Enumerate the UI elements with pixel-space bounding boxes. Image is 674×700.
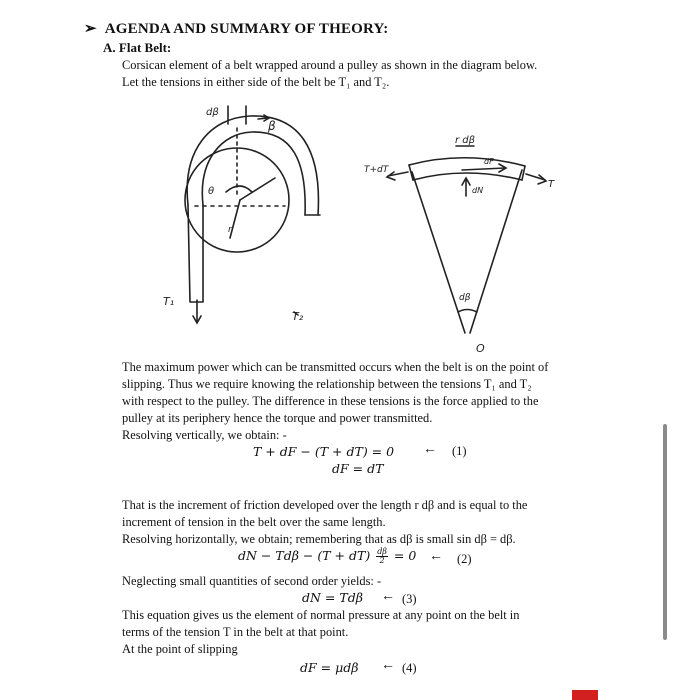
equation-1-number: (1) [452,444,467,458]
neglect-text: Neglecting small quantities of second order yields: - [122,574,382,588]
vertical-scrollbar[interactable] [663,424,667,640]
equation-2 [238,548,416,565]
paragraph-2-line-1: That is the increment of friction developed over the length r dβ and is equal to the [122,498,528,512]
equation-1 [253,444,394,459]
red-corner-mark [572,690,598,700]
equation-2-part-2: = 0 [393,548,417,563]
equation-2-part-1: dN − Tdβ − (T + dT) [238,548,371,563]
paragraph-3-line-2: terms of the tension T in the belt at that point. [122,625,349,639]
equation-1-arrow-icon: ← [423,442,437,457]
equation-3-arrow-icon: ← [381,589,395,604]
equation-1-expression: T + dF − (T + dT) = 0 [253,444,395,459]
equation-3-number: (3) [402,592,417,606]
equation-4-arrow-icon: ← [381,658,395,673]
label-dbeta-right: dβ [459,293,471,303]
paragraph-2-line-3: Resolving horizontally, we obtain; remembering that as dβ is small sin dβ = dβ. [122,532,516,546]
label-df: dF [484,157,494,166]
paragraph-1-line-2: slipping. Thus we require knowing the relationship between the tensions T₁ and T₂ [122,377,532,391]
label-t-plus-dt: T+dT [364,165,389,175]
equation-2-fraction [376,548,388,565]
equation-1b: dF = dT [332,461,384,476]
belt-element-arc-inner [413,173,522,180]
belt-left-strand [188,205,203,302]
paragraph-1-line-3: with respect to the pulley. The difference in these tensions is the force applied to the [122,394,539,408]
label-theta: θ [208,186,215,197]
equation-2-frac-denominator: 2 [379,556,385,565]
equation-4: dF = μdβ [300,660,359,675]
agenda-heading-text: AGENDA AND SUMMARY OF THEORY: [104,21,389,37]
belt-element-sector-left [412,172,465,333]
bullet-arrow-icon: ➢ [84,21,97,37]
section-a-line-1: Corsican element of a belt wrapped around a pulley as shown in the diagram below. [122,58,538,72]
label-t1: T₁ [163,295,175,308]
paragraph-3-line-1: This equation gives us the element of normal pressure at any point on the belt in [122,608,520,622]
equation-3: dN = Tdβ [302,590,363,605]
label-t2: T₂ [292,310,304,323]
equation-2-frac-numerator: dβ [377,547,387,556]
belt-wrap-inner [202,132,305,215]
paragraph-1-line-1: The maximum power which can be transmitted occurs when the belt is on the point of [122,360,549,374]
section-a-title: A. Flat Belt: [103,40,172,55]
paragraph-1-line-4: pulley at its periphery hence the torque and power transmitted. [122,411,433,425]
label-beta: β [268,119,276,133]
label-dn: dN [472,186,484,195]
equation-2-number: (2) [457,552,472,566]
label-r-dbeta: r dβ [455,135,476,146]
belt-element-arc-outer [409,158,525,166]
paragraph-2-line-2: increment of tension in the belt over the same length. [122,515,386,529]
section-a-line-2: Let the tensions in either side of the belt be T₁ and T₂. [122,75,390,89]
label-r: r [228,225,232,235]
label-t: T [548,179,555,190]
equation-4-number: (4) [402,661,417,675]
label-o: O [476,342,485,355]
paragraph-1-line-5: Resolving vertically, we obtain: - [122,428,287,442]
paragraph-3-line-3: At the point of slipping [122,642,238,656]
equation-2-arrow-icon: ← [429,549,443,564]
label-dbeta-left: dβ [206,107,219,118]
